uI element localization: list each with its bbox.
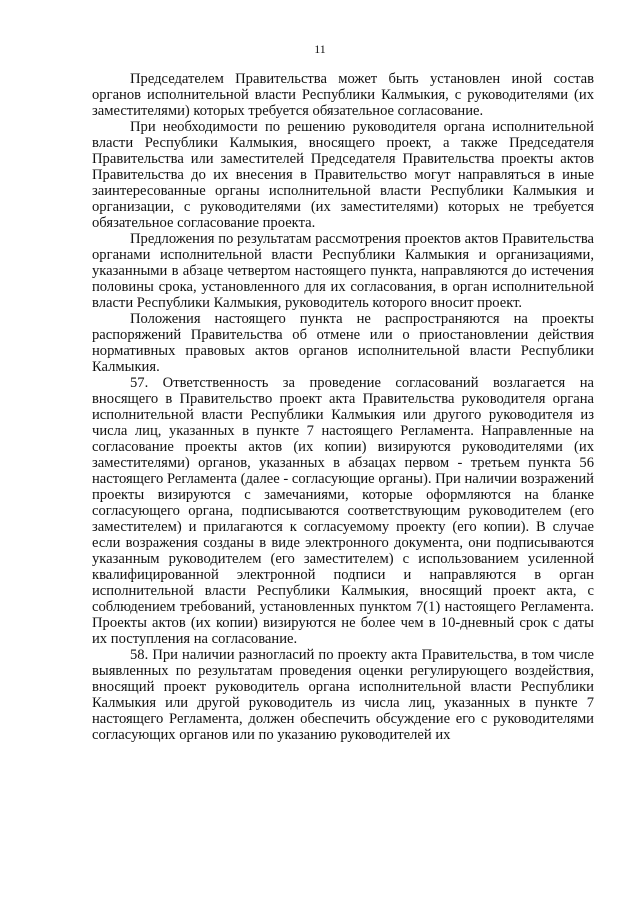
document-body [92,71,594,743]
paragraph-exceptions: Положения настоящего пункта не распространяются на проекты распоряжений Правительства об отмене или о приостановлении действия нормативных правовых актов органов исполнительной власти Республики Калмыкия. [92,311,594,375]
paragraph-optional-approval: При необходимости по решению руководителя органа исполнительной власти Республики Калмыкия, вносящего проект, а также Председателя Правительства или заместителей Председателя Правительства проекты актов Правительства до их внесения в Правительство могут направляться в иные заинтересованные органы исполнительной власти Республики Калмыкия и организации, с руководителями (их заместителями) которых не требуется обязательное согласование проекта. [92,119,594,231]
paragraph-composition-note: Председателем Правительства может быть установлен иной состав органов исполнительной власти Республики Калмыкия, с руководителями (их заместителями) которых требуется обязательное согласование. [92,71,594,119]
page-number: 11 [314,42,326,56]
paragraph-clause-58: 58. При наличии разногласий по проекту акта Правительства, в том числе выявленных по результатам проведения оценки регулирующего воздействия, вносящий проект руководитель органа исполнительной власти Республики Калмыкия или другой руководитель из числа лиц, указанных в пункте 7 настоящего Регламента, должен обеспечить обсуждение его с руководителями согласующих органов или по указанию руководителей их [92,647,594,743]
paragraph-clause-57: 57. Ответственность за проведение согласований возлагается на вносящего в Правительство проект акта Правительства руководителя органа исполнительной власти Республики Калмыкия или другого руководителя из числа лиц, указанных в пункте 7 настоящего Регламента. Направленные на согласование проекты актов (их копии) визируются руководителями (их заместителями) органов, указанных в абзацах первом - третьем пункта 56 настоящего Регламента (далее - согласующие органы). При наличии возражений проекты визируются с замечаниями, которые оформляются на бланке согласующего органа, подписываются соответствующим руководителем (его заместителем) и прилагаются к согласуемому проекту (его копии). В случае если возражения созданы в виде электронного документа, они подписываются указанным руководителем (его заместителем) с использованием усиленной квалифицированной электронной подписи и направляются в орган исполнительной власти Республики Калмыкия, вносящий проект акта, с соблюдением требований, установленных пунктом 7(1) настоящего Регламента. Проекты актов (их копии) визируются не более чем в 10-дневный срок с даты их поступления на согласование. [92,375,594,647]
paragraph-proposals: Предложения по результатам рассмотрения проектов актов Правительства органами исполнительной власти Республики Калмыкия и организациями, указанными в абзаце четвертом настоящего пункта, направляются до истечения половины срока, установленного для их согласования, в орган исполнительной власти Республики Калмыкия, руководитель которого вносит проект. [92,231,594,311]
